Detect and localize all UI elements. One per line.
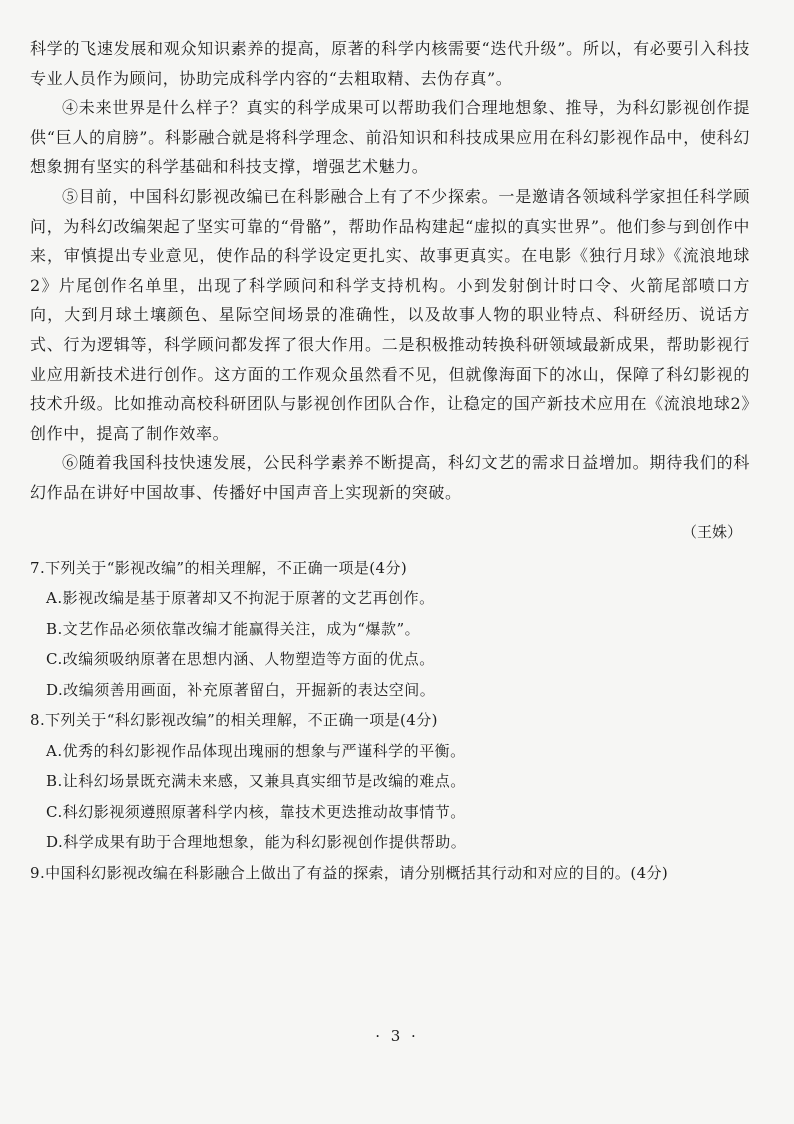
question-8-option-c: C.科幻影视须遵照原著科学内核，靠技术更迭推动故事情节。	[46, 802, 466, 821]
question-7-option-b: B.文艺作品必须依靠改编才能赢得关注，成为“爆款”。	[46, 619, 421, 638]
paragraph-6: ⑥随着我国科技快速发展，公民科学素养不断提高，科幻文艺的需求日益增加。期待我们的科幻作品在讲好中国故事、传播好中国声音上实现新的突破。	[30, 453, 750, 502]
page-number: · 3 ·	[375, 1027, 419, 1045]
question-7	[30, 553, 750, 706]
question-7-stem: 7.下列关于“影视改编”的相关理解，不正确一项是(4分)	[30, 558, 408, 577]
question-8-option-b: B.让科幻场景既充满未来感，又兼具真实细节是改编的难点。	[46, 772, 466, 790]
question-7-option-a: A.影视改编是基于原著却又不拘泥于原著的文艺再创作。	[46, 589, 435, 607]
paragraph-5: ⑤目前，中国科幻影视改编已在科影融合上有了不少探索。一是邀请各领域科学家担任科学顾问，为科幻改编架起了坚实可靠的“骨骼”，帮助作品构建起“虚拟的真实世界”。他们参与到创作中来，审慎提出专业意见，使作品的科学设定更扎实、故事更真实。在电影《独行月球》《流浪地球2》片尾创作名单里，出现了科学顾问和科学支持机构。小到发射倒计时口令、火箭尾部喷口方向，大到月球土壤颜色、星际空间场景的准确性，以及故事人物的职业特点、科研经历、说话方式、行为逻辑等，科学顾问都发挥了很大作用。二是积极推动转换科研领域最新成果，帮助影视行业应用新技术进行创作。这方面的工作观众虽然看不见，但就像海面下的冰山，保障了科幻影视的技术升级。比如推动高校科研团队与影视创作团队合作，让稳定的国产新技术应用在《流浪地球2》创作中，提高了制作效率。	[30, 186, 750, 443]
question-list	[30, 553, 750, 889]
question-9	[30, 858, 750, 889]
article-author: （王姝）	[681, 522, 742, 541]
question-7-option-c: C.改编须吸纳原著在思想内涵、人物塑造等方面的优点。	[46, 650, 435, 668]
paragraph-continued: 科学的飞速发展和观众知识素养的提高，原著的科学内核需要“迭代升级”。所以，有必要引入科技专业人员作为顾问，协助完成科学内容的“去粗取精、去伪存真”。	[30, 39, 750, 88]
question-8-stem: 8.下列关于“科幻影视改编”的相关理解，不正确一项是(4分)	[30, 711, 438, 729]
paragraph-4: ④未来世界是什么样子？真实的科学成果可以帮助我们合理地想象、推导，为科幻影视创作提供“巨人的肩膀”。科影融合就是将科学理念、前沿知识和科技成果应用在科幻影视作品中，使科幻想象拥有坚实的科学基础和科技支撑，增强艺术魅力。	[30, 98, 750, 177]
question-8-option-d: D.科学成果有助于合理地想象，能为科幻影视创作提供帮助。	[46, 833, 467, 851]
question-9-stem: 9.中国科幻影视改编在科影融合上做出了有益的探索，请分别概括其行动和对应的目的。(4分)	[30, 863, 669, 882]
page-content	[30, 34, 750, 888]
question-7-option-d: D.改编须善用画面，补充原著留白，开掘新的表达空间。	[46, 680, 436, 699]
question-8-option-a: A.优秀的科幻影视作品体现出瑰丽的想象与严谨科学的平衡。	[46, 741, 466, 760]
question-8	[30, 705, 750, 858]
